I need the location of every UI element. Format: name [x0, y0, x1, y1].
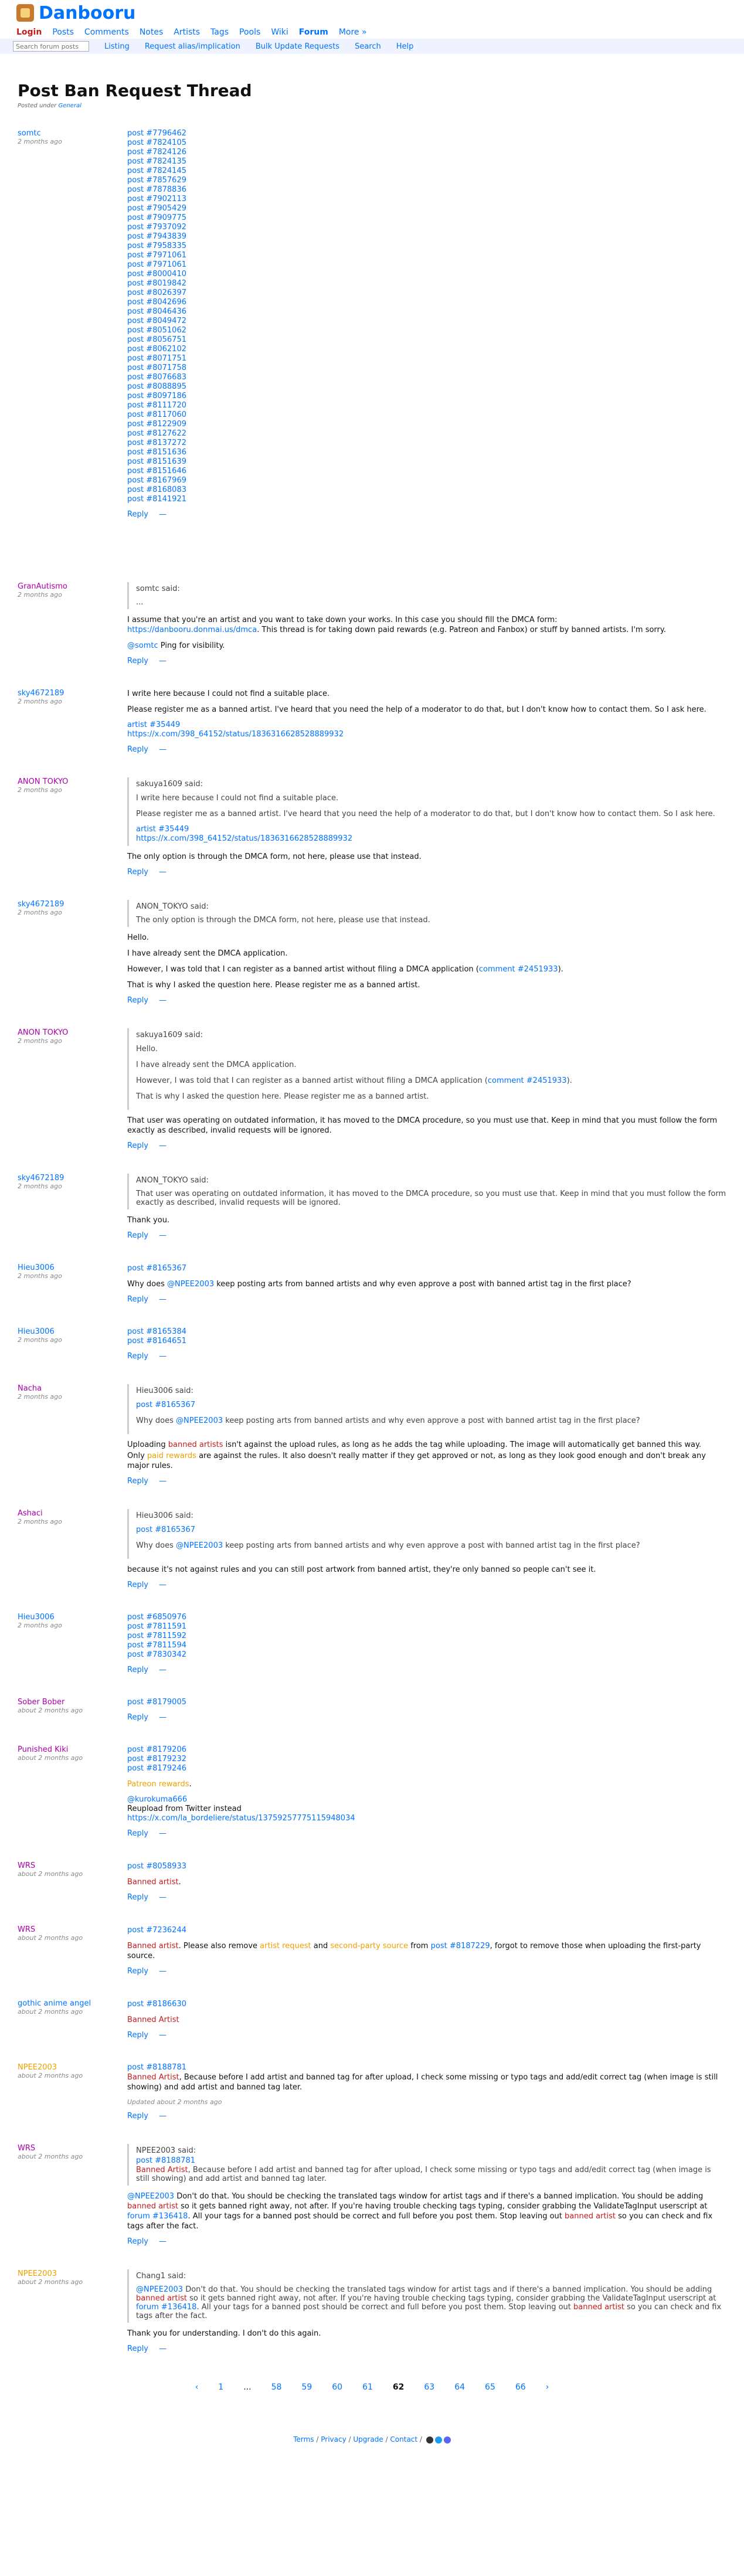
- post-time: about 2 months ago: [18, 2008, 83, 2016]
- nav-comments[interactable]: Comments: [84, 28, 129, 37]
- post-author[interactable]: gothic anime angel: [18, 1999, 91, 2008]
- post-time: 2 months ago: [18, 1037, 62, 1045]
- paginator-prev[interactable]: ‹: [195, 2383, 199, 2392]
- post-text: Only paid rewards are against the rules. It also doesn't really matter if they get approved or not, as long as they look good enough and don't break any major rules.: [127, 1452, 706, 1470]
- post-link[interactable]: post #8165367: [136, 1525, 195, 1534]
- post-link[interactable]: post #8049472: [127, 317, 186, 325]
- tag-link[interactable]: Banned artist: [127, 1878, 179, 1887]
- tag-link[interactable]: Banned Artist: [127, 2016, 179, 2024]
- more-menu-button[interactable]: —: [159, 2344, 167, 2353]
- paginator-page[interactable]: 1: [218, 2383, 224, 2392]
- tag-link[interactable]: Banned artist: [127, 1942, 179, 1950]
- post-link[interactable]: post #8071758: [127, 363, 186, 372]
- reply-button[interactable]: Reply: [127, 2112, 149, 2120]
- post-author[interactable]: Sober Bober: [18, 1698, 65, 1707]
- post-author[interactable]: WRS: [18, 1861, 36, 1870]
- footer: Terms / Privacy / Upgrade / Contact /: [18, 2429, 726, 2444]
- post-link[interactable]: post #7878836: [127, 185, 186, 194]
- post-author[interactable]: sky4672189: [18, 900, 64, 909]
- post-link[interactable]: post #8019842: [127, 279, 186, 288]
- post-link[interactable]: post #8165367: [127, 1264, 186, 1273]
- tag-link[interactable]: banned artists: [168, 1440, 223, 1449]
- reply-button[interactable]: Reply: [127, 2344, 149, 2353]
- tag-link[interactable]: Banned Artist: [127, 2073, 179, 2082]
- post-link[interactable]: post #8097186: [127, 392, 186, 400]
- tag-link[interactable]: banned artist: [127, 2202, 178, 2211]
- paginator-page[interactable]: 64: [454, 2383, 466, 2392]
- forum-post: [18, 1316, 726, 1372]
- post-author[interactable]: somtc: [18, 129, 41, 138]
- post-time: 2 months ago: [18, 698, 62, 705]
- post-time: 2 months ago: [18, 1518, 62, 1525]
- post-text: because it's not against rules and you can still post artwork from banned artist, they're only banned so people can't see it.: [127, 1565, 596, 1574]
- post-author[interactable]: sky4672189: [18, 1174, 64, 1182]
- post-text: Patreon rewards.: [127, 1780, 192, 1789]
- post-author[interactable]: Hieu3006: [18, 1263, 55, 1272]
- source-link[interactable]: https://x.com/la_bordeliere/status/1375925777511594803​4: [127, 1814, 355, 1823]
- nav-artists[interactable]: Artists: [174, 28, 201, 37]
- post-author[interactable]: Hieu3006: [18, 1327, 55, 1336]
- post-link[interactable]: post #8088895: [127, 382, 186, 391]
- subnav-bulk-update[interactable]: Bulk Update Requests: [255, 42, 340, 51]
- more-menu-button[interactable]: —: [159, 1829, 167, 1838]
- more-menu-button[interactable]: —: [159, 1477, 167, 1486]
- post-link[interactable]: post #6850976: [127, 1613, 186, 1622]
- tag-link[interactable]: second-party source: [330, 1942, 409, 1950]
- forum-subnav: [0, 39, 744, 54]
- footer-contact[interactable]: Contact: [390, 2435, 418, 2444]
- comment-link[interactable]: comment #2451933: [487, 1076, 567, 1085]
- reply-button[interactable]: Reply: [127, 1893, 149, 1902]
- main-nav: [0, 26, 744, 39]
- quote-block: Hieu3006 said: post #8165367 Why does @NPEE2003 keep posting arts from banned artists and why even approve a post with banned artist tag in the first place?: [127, 1384, 726, 1434]
- tag-link[interactable]: Banned Artist: [136, 2166, 188, 2174]
- category-link[interactable]: General: [58, 103, 81, 109]
- comment-link[interactable]: comment #2451933: [478, 965, 558, 974]
- post-text: Hello.: [127, 933, 149, 942]
- post-text: I have already sent the DMCA application.: [127, 949, 288, 958]
- post-time: 2 months ago: [18, 1272, 62, 1280]
- post-author[interactable]: GranAutismo: [18, 582, 67, 591]
- forum-post: [18, 1734, 726, 1850]
- post-link-list: [127, 129, 726, 504]
- post-text: @NPEE2003 Don't do that. You should be checking the translated tags window for artist tags and if there's a banned implication. You should be adding banned artist so it gets banned right away, not after. If you're having trouble checking tags typing, consider grabbing the ValidateTagInput userscript at forum #136418. All your tags for a banned post should be correct and full before you post them. Stop leaving out banned artist so you can check and fix tags after the fact.: [127, 2192, 713, 2231]
- post-link[interactable]: post #8058933: [127, 1862, 186, 1871]
- post-text: Banned artist. Please also remove artist request and second-party source from post #8187229, forgot to remove those when uploading the first-party source.: [127, 1942, 701, 1960]
- post-text: [127, 2015, 726, 2025]
- dmca-link[interactable]: https://danbooru.donmai.us/dmca: [127, 626, 257, 634]
- post-link[interactable]: post #8127622: [127, 429, 186, 438]
- post-link[interactable]: post #7902113: [127, 195, 186, 203]
- post-link[interactable]: post #8071751: [127, 354, 186, 363]
- post-link[interactable]: post #8179246: [127, 1764, 186, 1773]
- post-link[interactable]: post #7830342: [127, 1650, 186, 1659]
- footer-privacy[interactable]: Privacy: [321, 2435, 346, 2444]
- discord-icon[interactable]: [444, 2436, 451, 2444]
- post-time: 2 months ago: [18, 1393, 62, 1401]
- artist-link[interactable]: artist #35449: [136, 825, 189, 834]
- post-link[interactable]: post #8046436: [127, 307, 186, 316]
- post-author[interactable]: Ashaci: [18, 1509, 43, 1518]
- posted-under: Posted under General: [18, 103, 81, 109]
- reply-button[interactable]: Reply: [127, 1713, 149, 1722]
- paginator-ellipsis: ...: [243, 2383, 252, 2392]
- more-menu-button[interactable]: —: [159, 745, 167, 754]
- reply-button[interactable]: Reply: [127, 1295, 149, 1304]
- post-link[interactable]: post #8179232: [127, 1755, 186, 1763]
- post-author[interactable]: WRS: [18, 2144, 36, 2153]
- post-link[interactable]: post #8056751: [127, 335, 186, 344]
- tag-link[interactable]: banned artist: [565, 2212, 616, 2221]
- more-menu-button[interactable]: —: [159, 1666, 167, 1674]
- post-link[interactable]: post #7811592: [127, 1632, 186, 1640]
- quote-block: NPEE2003 said: post #8188781 Banned Artist, Because before I add artist and banned tag for after upload, I check some missing or typo tags and add/edit correct tag (when image is still showing) and add artist and banned tag later.: [127, 2144, 726, 2186]
- paginator-page[interactable]: 60: [332, 2383, 343, 2392]
- post-link[interactable]: post #8000410: [127, 270, 186, 278]
- user-mention[interactable]: @NPEE2003: [127, 2192, 175, 2201]
- site-header: [0, 0, 744, 26]
- post-link[interactable]: post #8117060: [127, 410, 186, 419]
- more-menu-button[interactable]: —: [159, 2237, 167, 2246]
- post-text: Banned Artist, Because before I add artist and banned tag for after upload, I check some missing or typo tags and add/edit correct tag (when image is still showing) and add artist and banned tag later.: [127, 2073, 718, 2092]
- nav-login[interactable]: Login: [16, 28, 42, 37]
- post-link[interactable]: post #7824105: [127, 138, 186, 147]
- post-link[interactable]: post #8026397: [127, 288, 186, 297]
- nav-posts[interactable]: Posts: [52, 28, 74, 37]
- quote-block: sakuya1609 said: Hello. I have already sent the DMCA application. However, I was told that I can register as a banned artist without filing a DMCA application (comment #2451933). That is why I asked the question here. Please register me as a banned artist.: [127, 1028, 726, 1110]
- post-link[interactable]: post #8167969: [127, 476, 186, 485]
- reply-button[interactable]: Reply: [127, 745, 149, 754]
- artist-link[interactable]: artist #35449: [127, 721, 181, 729]
- reply-button[interactable]: Reply: [127, 868, 149, 876]
- post-text: Why does @NPEE2003 keep posting arts from banned artists and why even approve a post with banned artist tag in the first place?: [127, 1280, 631, 1289]
- source-link[interactable]: https://x.com/398_64152/status/1836316628528889932: [127, 730, 344, 739]
- post-author[interactable]: Nacha: [18, 1384, 42, 1393]
- post-link[interactable]: post #7857629: [127, 176, 186, 185]
- forum-post: [18, 1017, 726, 1162]
- more-menu-button[interactable]: —: [159, 1352, 167, 1361]
- post-link[interactable]: post #8188781: [127, 2063, 186, 2072]
- post-link[interactable]: post #8137272: [127, 439, 186, 447]
- post-link[interactable]: post #8186630: [127, 2000, 186, 2009]
- forum-post: [18, 1252, 726, 1316]
- reply-button[interactable]: Reply: [127, 1829, 149, 1838]
- user-mention[interactable]: @somtc: [127, 641, 158, 650]
- forum-post: [18, 531, 726, 677]
- more-menu-button[interactable]: —: [159, 510, 167, 519]
- post-link[interactable]: post #8122909: [127, 420, 186, 429]
- user-mention[interactable]: @NPEE2003: [136, 2285, 184, 2294]
- post-link[interactable]: post #7943839: [127, 232, 186, 241]
- post-time: 2 months ago: [18, 1336, 62, 1344]
- more-menu-button[interactable]: —: [159, 1581, 167, 1589]
- forum-post: [18, 2132, 726, 2258]
- forum-link[interactable]: forum #136418: [136, 2303, 197, 2312]
- post-link[interactable]: post #7958335: [127, 242, 186, 250]
- post-time: 2 months ago: [18, 591, 62, 599]
- site-name[interactable]: Danbooru: [39, 2, 136, 23]
- post-time: about 2 months ago: [18, 1934, 83, 1942]
- forum-post: [18, 1497, 726, 1601]
- paginator-page[interactable]: 65: [485, 2383, 495, 2392]
- paginator-page[interactable]: 66: [515, 2383, 526, 2392]
- quote-block: ANON_TOKYO said: The only option is through the DMCA form, not here, please use that instead.: [127, 900, 726, 927]
- post-link[interactable]: post #8076683: [127, 373, 186, 382]
- post-link[interactable]: post #8141921: [127, 495, 186, 504]
- post-text: I write here because I could not find a suitable place.: [127, 689, 330, 698]
- tag-link[interactable]: banned artist: [136, 2294, 187, 2303]
- reply-button[interactable]: Reply: [127, 2031, 149, 2040]
- post-text: I assume that you're an artist and you want to take down your works. In this case you should fill the DMCA form: https://danbooru.donmai.us/dmca. This thread is for taking down paid rewards (e.g. Patreon and Fanbox) or stuff by banned artists. I'm sorry.: [127, 616, 666, 634]
- more-menu-button[interactable]: —: [159, 657, 167, 665]
- post-text: The only option is through the DMCA form, not here, please use that instead.: [127, 852, 422, 861]
- post-link[interactable]: post #7811594: [127, 1641, 186, 1650]
- post-time: about 2 months ago: [18, 2278, 83, 2286]
- reply-button[interactable]: Reply: [127, 1141, 149, 1150]
- more-menu-button[interactable]: —: [159, 1141, 167, 1150]
- post-link[interactable]: post #8187229: [430, 1942, 490, 1950]
- post-link[interactable]: post #8179005: [127, 1698, 186, 1707]
- forum-search-input[interactable]: [13, 41, 89, 52]
- post-link[interactable]: post #8179206: [127, 1745, 186, 1754]
- more-menu-button[interactable]: —: [159, 1231, 167, 1240]
- post-text: Reupload from Twitter instead: [127, 1804, 242, 1813]
- post-time: 2 months ago: [18, 786, 62, 794]
- forum-post: [18, 766, 726, 888]
- nav-tags[interactable]: Tags: [210, 28, 229, 37]
- twitter-icon[interactable]: [435, 2436, 442, 2444]
- quote-block: Chang1 said: @NPEE2003 Don't do that. You should be checking the translated tags window for artist tags and if there's a banned implication. You should be adding banned artist so it gets banned right away, not after. If you're having trouble checking tags typing, consider grabbing the ValidateTagInput userscript at forum #136418. All your tags for a banned post should be correct and full before you post them. Stop leaving out banned artist so you can check and fix tags after the fact.: [127, 2269, 726, 2323]
- post-link[interactable]: post #7236244: [127, 1926, 186, 1935]
- more-menu-button[interactable]: —: [159, 2031, 167, 2040]
- subnav-search[interactable]: Search: [355, 42, 381, 51]
- post-text: That user was operating on outdated information, it has moved to the DMCA procedure, so you must use that. Keep in mind that you must follow the form exactly as described, invalid requests will be ignored.: [127, 1116, 718, 1135]
- forum-post: [18, 1686, 726, 1734]
- post-time: 2 months ago: [18, 138, 62, 145]
- user-mention[interactable]: @kurokuma666: [127, 1795, 188, 1804]
- post-author[interactable]: WRS: [18, 1925, 36, 1934]
- post-link-list: [127, 1745, 726, 1773]
- forum-link[interactable]: forum #136418: [127, 2212, 188, 2221]
- post-link[interactable]: post #7909775: [127, 213, 186, 222]
- post-link-list: [127, 1613, 726, 1660]
- footer-upgrade[interactable]: Upgrade: [353, 2435, 383, 2444]
- forum-post: [18, 1601, 726, 1686]
- post-link[interactable]: post #7937092: [127, 223, 186, 232]
- quote-block: Hieu3006 said: post #8165367 Why does @NPEE2003 keep posting arts from banned artists and why even approve a post with banned artist tag in the first place?: [127, 1509, 726, 1559]
- nav-forum[interactable]: Forum: [298, 28, 328, 37]
- page-title: Post Ban Request Thread: [18, 81, 252, 100]
- forum-post: [18, 117, 726, 531]
- paginator-current-page: 62: [392, 2383, 405, 2392]
- post-link[interactable]: post #8151646: [127, 467, 186, 475]
- post-text: @somtc Ping for visibility.: [127, 641, 225, 650]
- reply-button[interactable]: Reply: [127, 1967, 149, 1976]
- more-menu-button[interactable]: —: [159, 2112, 167, 2120]
- forum-post: [18, 1914, 726, 1987]
- post-text: Please register me as a banned artist. I've heard that you need the help of a moderator to do that, but I don't know how to contact them. So I ask here.: [127, 705, 706, 714]
- forum-post: [18, 1372, 726, 1497]
- post-link[interactable]: post #8165367: [136, 1401, 195, 1409]
- post-text: That is why I asked the question here. Please register me as a banned artist.: [127, 981, 420, 990]
- user-mention[interactable]: @NPEE2003: [176, 1416, 223, 1425]
- danbooru-logo-icon[interactable]: [16, 4, 34, 22]
- post-link[interactable]: post #7811591: [127, 1622, 186, 1631]
- quote-block: sakuya1609 said: I write here because I could not find a suitable place. Please register me as a banned artist. I've heard that you need the help of a moderator to do that, but I don't know how to contact them. So I ask here. artist #35449 https://x.com/398_64152/status/1836316628528889932: [127, 777, 726, 846]
- post-time: 2 months ago: [18, 1182, 62, 1190]
- more-menu-button[interactable]: —: [159, 1967, 167, 1976]
- post-text: Thank you.: [127, 1216, 170, 1225]
- post-time: about 2 months ago: [18, 1707, 83, 1714]
- post-link[interactable]: post #7824145: [127, 166, 186, 175]
- reply-button[interactable]: Reply: [127, 510, 149, 519]
- post-link[interactable]: post #8151639: [127, 457, 186, 466]
- reply-button[interactable]: Reply: [127, 1666, 149, 1674]
- post-link[interactable]: post #8188781: [136, 2156, 195, 2165]
- post-link[interactable]: post #8168083: [127, 485, 186, 494]
- forum-post: [18, 1987, 726, 2051]
- post-author[interactable]: Hieu3006: [18, 1613, 55, 1622]
- post-author[interactable]: sky4672189: [18, 689, 64, 698]
- nav-pools[interactable]: Pools: [239, 28, 261, 37]
- post-time: about 2 months ago: [18, 2072, 83, 2079]
- post-author[interactable]: NPEE2003: [18, 2063, 57, 2072]
- post-author[interactable]: ANON TOKYO: [18, 777, 69, 786]
- tag-link[interactable]: paid rewards: [147, 1452, 196, 1460]
- nav-more[interactable]: More »: [338, 28, 367, 37]
- post-text: Thank you for understanding. I don't do this again.: [127, 2329, 321, 2338]
- quote-block: somtc said: ...: [127, 582, 726, 609]
- forum-post: [18, 2051, 726, 2132]
- post-link[interactable]: post #8165384: [127, 1327, 186, 1336]
- paginator-page[interactable]: 63: [424, 2383, 435, 2392]
- reply-button[interactable]: Reply: [127, 1477, 149, 1486]
- more-menu-button[interactable]: —: [159, 1713, 167, 1722]
- post-link[interactable]: post #8062102: [127, 345, 186, 354]
- reply-button[interactable]: Reply: [127, 1352, 149, 1361]
- reply-button[interactable]: Reply: [127, 1231, 149, 1240]
- post-link[interactable]: post #7971061: [127, 251, 186, 260]
- forum-post: [18, 1162, 726, 1252]
- forum-post: [18, 2258, 726, 2365]
- quote-block: ANON_TOKYO said: That user was operating on outdated information, it has moved to the DMCA procedure, so you must use that. Keep in mind that you must follow the form exactly as described, invalid requests will be ignored.: [127, 1174, 726, 1209]
- reply-button[interactable]: Reply: [127, 657, 149, 665]
- post-text: Uploading banned artists isn't against the upload rules, as long as he adds the tag while uploading. The image will automatically get banned this way.: [127, 1440, 701, 1449]
- forum-post: [18, 888, 726, 1017]
- more-menu-button[interactable]: —: [159, 868, 167, 876]
- post-time: about 2 months ago: [18, 1754, 83, 1762]
- post-link[interactable]: post #8042696: [127, 298, 186, 307]
- updated-notice: Updated about 2 months ago: [127, 2098, 222, 2106]
- paginator-next[interactable]: ›: [545, 2383, 549, 2392]
- post-link[interactable]: post #7824135: [127, 157, 186, 166]
- post-link[interactable]: post #7824126: [127, 148, 186, 157]
- paginator-page[interactable]: 59: [301, 2383, 312, 2392]
- paginator-page[interactable]: 61: [362, 2383, 373, 2392]
- subnav-help[interactable]: Help: [396, 42, 414, 51]
- more-menu-button[interactable]: —: [159, 1295, 167, 1304]
- post-link[interactable]: post #7905429: [127, 204, 186, 213]
- more-menu-button[interactable]: —: [159, 996, 167, 1005]
- post-time: 2 months ago: [18, 909, 62, 916]
- post-author[interactable]: ANON TOKYO: [18, 1028, 69, 1037]
- post-text: Banned artist.: [127, 1878, 181, 1887]
- subnav-request-alias[interactable]: Request alias/implication: [144, 42, 240, 51]
- post-link[interactable]: post #8164651: [127, 1337, 186, 1345]
- post-author[interactable]: Punished Kiki: [18, 1745, 69, 1754]
- tag-link[interactable]: artist request: [260, 1942, 311, 1950]
- post-time: 2 months ago: [18, 1622, 62, 1629]
- more-menu-button[interactable]: —: [159, 1893, 167, 1902]
- tag-link[interactable]: banned artist: [573, 2303, 624, 2312]
- tag-link[interactable]: Patreon rewards: [127, 1780, 189, 1789]
- paginator: [18, 2383, 726, 2392]
- user-mention[interactable]: @NPEE2003: [167, 1280, 215, 1289]
- reply-button[interactable]: Reply: [127, 996, 149, 1005]
- post-link[interactable]: post #7971061: [127, 260, 186, 269]
- post-time: about 2 months ago: [18, 2153, 83, 2160]
- post-text: However, I was told that I can register as a banned artist without filing a DMCA application (comment #2451933).: [127, 965, 563, 974]
- reply-button[interactable]: Reply: [127, 2237, 149, 2246]
- post-link[interactable]: post #8051062: [127, 326, 186, 335]
- paginator-page[interactable]: 58: [271, 2383, 282, 2392]
- footer-terms[interactable]: Terms: [293, 2435, 314, 2444]
- post-link[interactable]: post #8111720: [127, 401, 186, 410]
- reply-button[interactable]: Reply: [127, 1581, 149, 1589]
- nav-wiki[interactable]: Wiki: [271, 28, 288, 37]
- forum-post: [18, 677, 726, 766]
- nav-notes[interactable]: Notes: [139, 28, 164, 37]
- github-icon[interactable]: [426, 2436, 433, 2444]
- user-mention[interactable]: @NPEE2003: [176, 1541, 223, 1550]
- forum-post: [18, 1850, 726, 1914]
- post-time: about 2 months ago: [18, 1870, 83, 1878]
- post-author[interactable]: NPEE2003: [18, 2269, 57, 2278]
- source-link[interactable]: https://x.com/398_64152/status/1836316628528889932: [136, 834, 353, 843]
- post-link[interactable]: post #8151636: [127, 448, 186, 457]
- subnav-listing[interactable]: Listing: [104, 42, 130, 51]
- post-link[interactable]: post #7796462: [127, 129, 186, 138]
